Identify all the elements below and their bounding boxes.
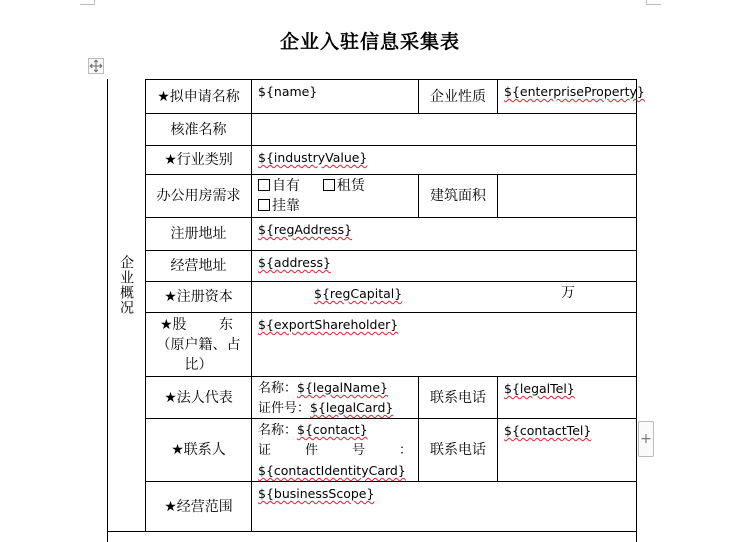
label-registered-address: 注册地址 [170,226,227,242]
checkbox-rent-label: 租赁 [336,178,365,194]
checkbox-affiliated[interactable] [258,198,300,214]
contact-id-char-3: 号 [351,443,365,458]
field-legal-representative[interactable] [252,377,418,418]
field-business-scope[interactable] [252,482,636,531]
field-registered-address[interactable] [252,218,636,250]
label-shareholders-part1: ★股 [160,317,187,333]
legal-name-value: ${legalName} [297,380,388,395]
label-shareholders-part3: （原户籍、占 [156,337,241,353]
label-legal-phone: 联系电话 [430,389,486,406]
label-office-demand: 办公用房需求 [156,188,241,204]
checkbox-rent[interactable] [323,178,365,194]
label-shareholders-part2: 东 [219,317,233,333]
document-title: 企业入驻信息采集表 [279,31,460,53]
field-proposed-name-text: ${name} [258,84,318,99]
field-approved-name[interactable] [252,114,636,145]
field-contact-person[interactable] [252,419,418,481]
checkbox-owned-label: 自有 [272,178,300,194]
checkbox-owned[interactable] [258,178,300,194]
add-column-button[interactable]: + [638,421,654,457]
office-demand-options [252,175,418,217]
legal-card-value: ${legalCard} [310,400,394,415]
field-industry-category[interactable] [252,146,636,174]
field-building-area[interactable] [498,175,636,217]
contact-id-char-1: 证 [258,443,272,458]
label-contact-phone: 联系电话 [430,442,486,458]
label-registered-capital: ★注册资本 [164,289,233,305]
field-business-address[interactable] [252,251,636,281]
label-legal-representative: ★法人代表 [164,389,233,406]
field-enterprise-nature-text: ${enterpriseProperty} [504,84,645,99]
field-contact-phone-text: ${contactTel} [504,423,592,438]
checkbox-rent-box [323,179,335,191]
contact-id-value: ${contactIdentityCard} [258,463,406,478]
contact-id-char-2: 件 [304,443,318,458]
section-label-enterprise-overview: 企业概况 [118,255,134,315]
label-business-address: 经营地址 [170,258,227,274]
checkbox-affiliated-box [258,199,270,211]
field-proposed-name[interactable] [252,80,418,113]
contact-name-prefix: 名称： [258,423,298,438]
label-approved-name: 核准名称 [170,121,227,138]
field-business-address-text: ${address} [258,255,331,270]
label-shareholders [146,313,251,376]
checkbox-affiliated-label: 挂靠 [272,198,300,214]
field-legal-phone-text: ${legalTel} [504,381,575,396]
legal-card-prefix: 证件号： [258,401,311,416]
capital-unit: 万 [561,285,575,301]
label-business-scope: ★经营范围 [164,498,233,515]
label-contact-person: ★联系人 [171,442,226,458]
field-contact-phone[interactable] [498,419,636,481]
label-industry-category: ★行业类别 [164,152,233,168]
field-shareholders[interactable] [252,313,636,376]
label-shareholders-part4: 比） [184,357,213,373]
page-corner-mark-right [646,0,661,5]
label-enterprise-nature: 企业性质 [430,88,486,105]
field-registered-address-text: ${regAddress} [258,222,353,237]
label-building-area: 建筑面积 [430,188,486,204]
contact-name-value: ${contact} [297,422,368,437]
field-shareholders-text: ${exportShareholder} [258,317,399,332]
page-corner-mark-left [80,0,95,5]
field-business-scope-text: ${businessScope} [258,486,375,501]
table-move-handle-icon[interactable] [88,58,104,74]
legal-name-prefix: 名称： [258,381,298,396]
field-industry-category-text: ${industryValue} [258,150,368,165]
contact-id-char-4: ： [398,443,412,458]
label-proposed-name: ★拟申请名称 [157,88,240,105]
checkbox-owned-box [258,179,270,191]
field-enterprise-nature[interactable] [498,80,645,113]
field-registered-capital-text: ${regCapital} [314,286,403,301]
field-legal-phone[interactable] [498,377,636,418]
